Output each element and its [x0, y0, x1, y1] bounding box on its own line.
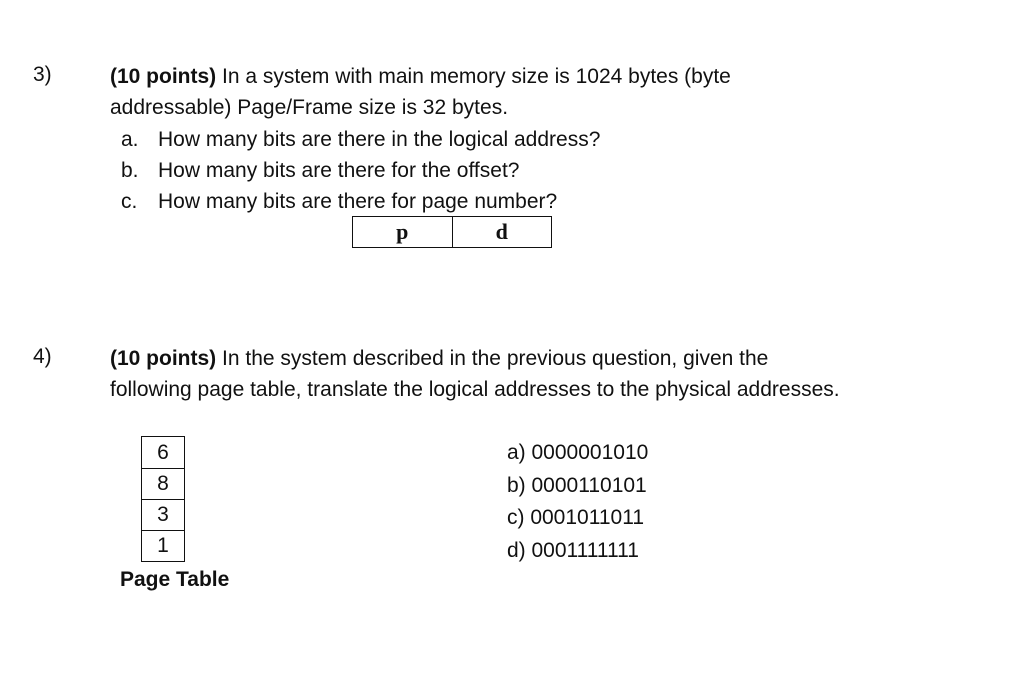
- question-3c-text: How many bits are there for page number?: [158, 190, 558, 213]
- page-table-caption: Page Table: [120, 568, 230, 591]
- page-number-field: p: [396, 219, 409, 244]
- question-3b-letter: b.: [121, 159, 139, 182]
- logical-address-b: b) 0000110101: [507, 473, 647, 497]
- question-3-points: (10 points): [110, 65, 217, 88]
- question-4-number: 4): [33, 345, 52, 368]
- page-table-entry: 1: [142, 530, 184, 561]
- question-3a-text: How many bits are there in the logical address?: [158, 128, 601, 151]
- page-table-entry: 6: [157, 440, 169, 464]
- logical-address-format-box: [352, 216, 552, 248]
- question-3b-text: How many bits are there for the offset?: [158, 159, 520, 182]
- logical-address-a: a) 0000001010: [507, 441, 649, 464]
- question-3c-letter: c.: [121, 190, 138, 213]
- question-3-number: 3): [33, 63, 52, 86]
- question-4-text-1: In the system described in the previous question, given the: [216, 347, 769, 370]
- question-3-line-1: [110, 61, 731, 92]
- question-4-points: (10 points): [110, 347, 217, 370]
- logical-address-list: [507, 437, 648, 567]
- question-3-text-1: In a system with main memory size is 1024 bytes (byte: [216, 65, 731, 88]
- page-table-entry: 8: [142, 468, 184, 499]
- logical-address-c: c) 0001011011: [507, 506, 645, 529]
- question-3-line-2: addressable) Page/Frame size is 32 bytes.: [110, 96, 509, 119]
- question-4-line-2: following page table, translate the logical addresses to the physical addresses.: [110, 378, 840, 401]
- logical-address-d: d) 0001111111: [507, 538, 639, 562]
- question-3a-letter: a.: [121, 128, 139, 151]
- page-table-entry: 3: [142, 499, 184, 530]
- offset-field: d: [452, 217, 552, 247]
- question-4-line-1: [110, 343, 768, 374]
- page-table: [141, 436, 185, 562]
